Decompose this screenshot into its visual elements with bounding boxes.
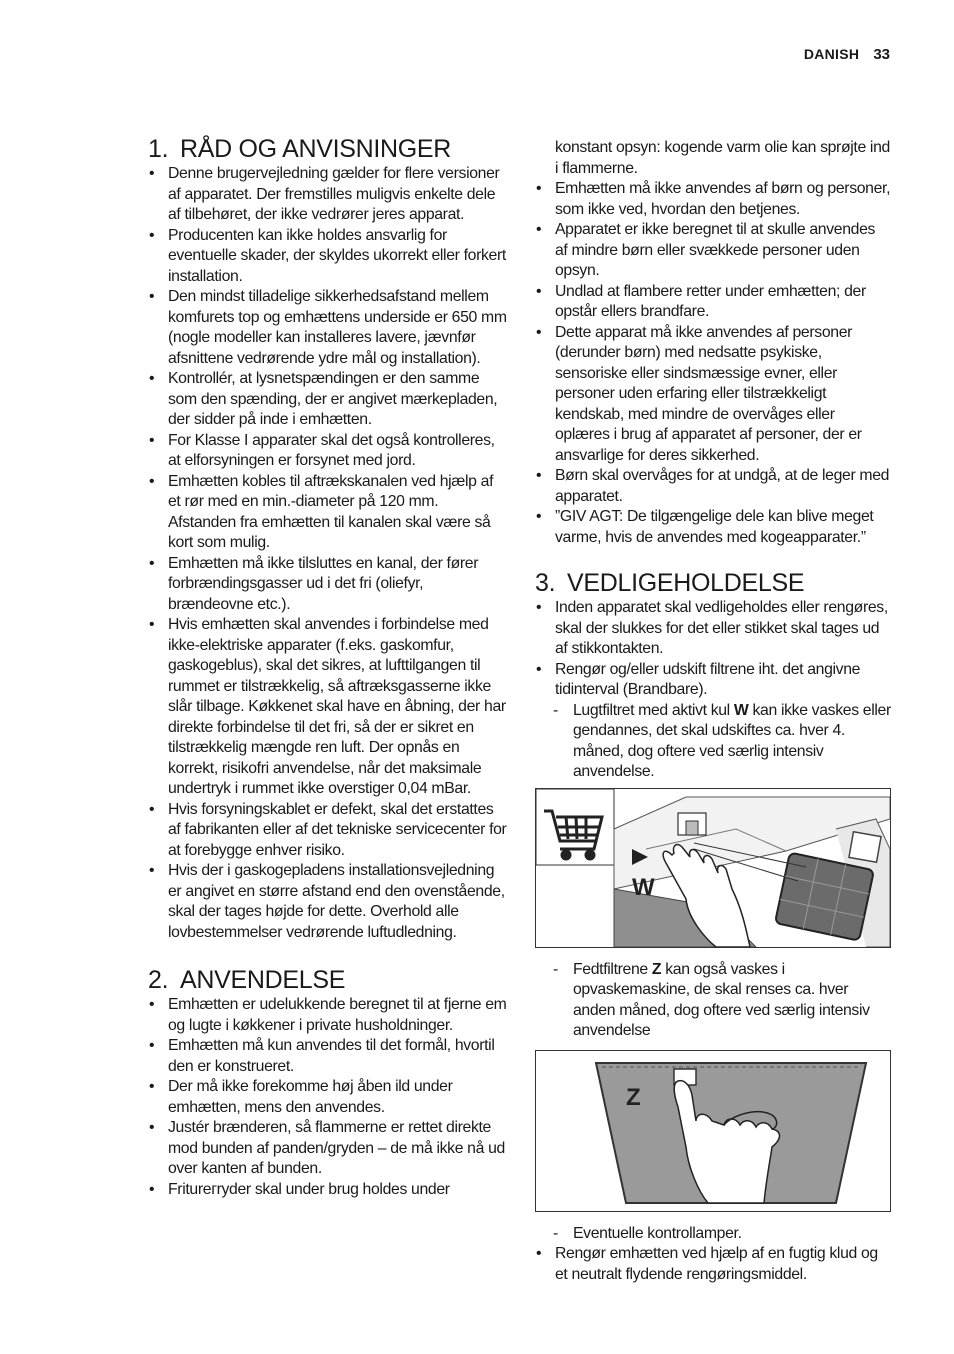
section-3-sublist-3 [535,1224,891,1245]
list-item: • Emhætten må ikke tilsluttes en kanal, der fører forbrændingsgasser ud i det fri (oliefyr, brændeovne etc.). [148,554,508,616]
list-item: • Hvis forsyningskablet er defekt, skal det erstattes af fabrikanten eller af det tekniske servicecenter for at forebygge enhver risiko. [148,800,508,862]
sub-item-control-lamps: - Eventuelle kontrollamper. [535,1224,891,1245]
left-column [148,134,508,1200]
section-3-list-end [535,1244,891,1285]
list-item: • Justér brænderen, så flammerne er rettet direkte mod bunden af panden/gryden – de må ikke nå ud over kanten af bunden. [148,1118,508,1180]
list-item: • Rengør og/eller udskift filtrene iht. det angivne tidinterval (Brandbare). [535,660,891,701]
list-item: • Dette apparat må ikke anvendes af personer (derunder børn) med nedsatte psykiske, sensoriske eller sindsmæssige evner, eller personer uden erfaring eller tilstrækkeligt kendskab, med mindre de overvåges eller oplæres i brug af apparatet af personer, der er ansvarlige for deres sikkerhed. [535,323,891,467]
section-2-heading [148,965,508,995]
list-item: • Denne brugervejledning gælder for flere versioner af apparatet. Der fremstilles muligvis enkelte dele af tilbehøret, der ikke vedrører jeres apparat. [148,164,508,226]
list-item: • Børn skal overvåges for at undgå, at de leger med apparatet. [535,466,891,507]
list-item: • Der må ikke forekomme høj åben ild under emhætten, mens den anvendes. [148,1077,508,1118]
list-item: • Apparatet er ikke beregnet til at skulle anvendes af mindre børn eller svækkede personer uden opsyn. [535,220,891,282]
list-item: • Hvis der i gaskogepladens installationsvejledning er angivet en større afstand end den ovenstående, skal der tages højde for dette. Overhold alle lovbestemmelser vedrørende luftudledning. [148,861,508,943]
list-item: • ”GIV AGT: De tilgængelige dele kan blive meget varme, hvis de anvendes med kogeapparater.” [535,507,891,548]
section-1-number: 1. [148,135,169,163]
list-item: • Emhætten er udelukkende beregnet til at fjerne em og lugte i køkkener i private husholdninger. [148,995,508,1036]
list-item: • Emhætten må kun anvendes til det formål, hvortil den er konstrueret. [148,1036,508,1077]
list-item: • Emhætten kobles til aftrækskanalen ved hjælp af et rør med en min.-diameter på 120 mm. Afstanden fra emhætten til kanalen skal være så kort som mulig. [148,472,508,554]
figure-label-z: Z [626,1083,641,1111]
list-item: • Emhætten må ikke anvendes af børn og personer, som ikke ved, hvordan den betjenes. [535,179,891,220]
list-item: • Hvis emhætten skal anvendes i forbindelse med ikke-elektriske apparater (f.eks. gaskomfur, gaskogeblus), skal det sikres, at lufttilgangen til rummet er tilstrækkelig, så aftræksgasserne ikke slår tilbage. Køkkenet skal have en åbning, der har direkte forbindelse til det fri, så der er sikret en tilstrækkelig mængde ren luft. Der opnås en korrekt, risikofri anvendelse, når det maksimale undertryk i rummet ikke overstiger 0,04 mBar. [148,615,508,800]
charcoal-filter-illustration [536,789,890,947]
section-2-list [148,995,508,1200]
figure-label-w: W [632,873,655,901]
section-2-list-continued [535,179,891,548]
grease-filter-illustration [536,1051,890,1211]
section-3-title: VEDLIGEHOLDELSE [567,569,805,597]
sub-item-grease-filter: - Fedtfiltrene Z kan også vaskes i opvaskemaskine, de skal renses ca. hver anden måned, dog oftere ved særlig intensiv anvendelse [535,960,891,1042]
page-header [804,46,890,63]
section-1-title: RÅD OG ANVISNINGER [180,135,452,163]
section-2-number: 2. [148,966,169,994]
right-column [535,138,891,1285]
section-3-number: 3. [535,569,556,597]
list-item: • Undlad at flambere retter under emhætten; der opstår ellers brandfare. [535,282,891,323]
sub-item-charcoal-filter: - Lugtfiltret med aktivt kul W kan ikke vaskes eller gendannes, det skal udskiftes ca. hver 4. måned, dog oftere ved særlig intensiv anvendelse. [535,701,891,783]
list-item: • For Klasse I apparater skal det også kontrolleres, at elforsyningen er forsynet med jord. [148,431,508,472]
list-item: • Producenten kan ikke holdes ansvarlig for eventuelle skader, der skyldes ukorrekt eller forkert installation. [148,226,508,288]
filter-key-w: W [733,701,749,719]
page-number: 33 [873,46,890,63]
charcoal-filter-figure [535,788,891,948]
filter-key-z: Z [651,960,662,978]
section-3-list [535,598,891,701]
list-item: • Friturегryder skal under brug holdes under [148,1180,508,1201]
section-2-continuation: konstant opsyn: kogende varm olie kan sprøjte ind i flammerne. [555,139,890,177]
section-1-list [148,164,508,943]
section-1-heading [148,134,508,164]
section-3-sublist-1 [535,701,891,783]
list-item: • Rengør emhætten ved hjælp af en fugtig klud og et neutralt flydende rengøringsmiddel. [535,1244,891,1285]
list-item: • Den mindst tilladelige sikkerhedsafstand mellem komfurets top og emhættens underside er 650 mm (nogle modeller kan installeres lavere, jævnfør afsnittene vedrørende ydre mål og installation). [148,287,508,369]
language-label: DANISH [803,46,860,62]
section-3-heading [535,568,891,598]
grease-filter-figure [535,1050,891,1212]
section-3-sublist-2 [535,960,891,1042]
list-item: • Inden apparatet skal vedligeholdes eller rengøres, skal der slukkes for det eller stikket skal tages ud af stikkontakten. [535,598,891,660]
section-2-title: ANVENDELSE [180,966,346,994]
list-item: • Kontrollér, at lysnetspændingen er den samme som den spænding, der er angivet mærkepladen, der sidder på inde i emhætten. [148,369,508,431]
